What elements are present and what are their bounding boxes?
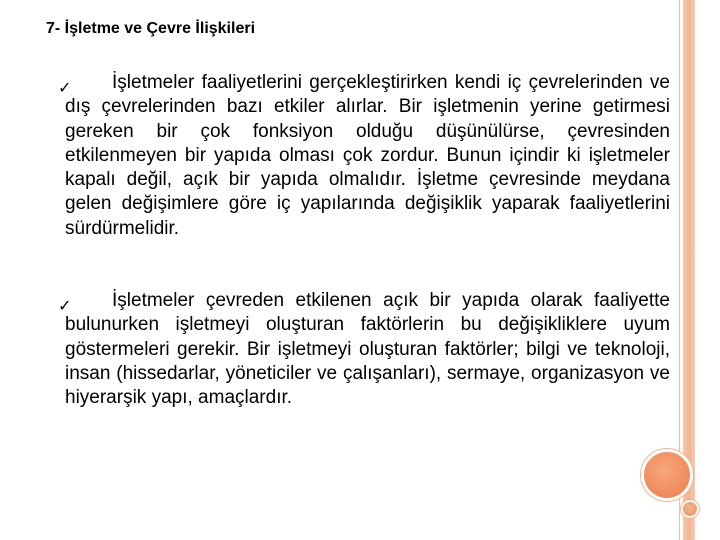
bullet-paragraph-2 <box>65 289 670 410</box>
checkmark-icon: ✓ <box>58 298 72 315</box>
slide-title: 7- İşletme ve Çevre İlişkileri <box>46 20 256 37</box>
bullet-paragraph-1 <box>65 71 670 241</box>
decorative-circle-small <box>681 500 699 518</box>
bullet-text: İşletmeler çevreden etkilenen açık bir yapıda olarak faaliyette bulunurken işletmeyi oluşturan faktörlerin bu değişikliklere uyum göstermeleri gerekir. Bir işletmeyi oluşturan faktörler; bilgi ve teknoloji, insan (hissedarlar, yöneticiler ve çalışanları), sermaye, organizasyon ve hiyerarşik yapı, amaçlardır. <box>65 290 670 409</box>
decorative-circle-large <box>641 449 693 501</box>
bullet-text: İşletmeler faaliyetlerini gerçekleştirirken kendi iç çevrelerinden ve dış çevrelerinden bazı etkiler alırlar. Bir işletmenin yerine getirmesi gereken bir çok fonksiyon olduğu düşünülürse, çevresinden etkilenmeyen bir yapıda olması çok zordur. Bunun içindir ki işletmeler kapalı değil, açık bir yapıda olmalıdır. İşletme çevresinde meydana gelen değişimlere göre iç yapılarında değişiklik yaparak faaliyetlerini sürdürmelidir. <box>65 72 670 239</box>
checkmark-icon: ✓ <box>58 80 72 97</box>
